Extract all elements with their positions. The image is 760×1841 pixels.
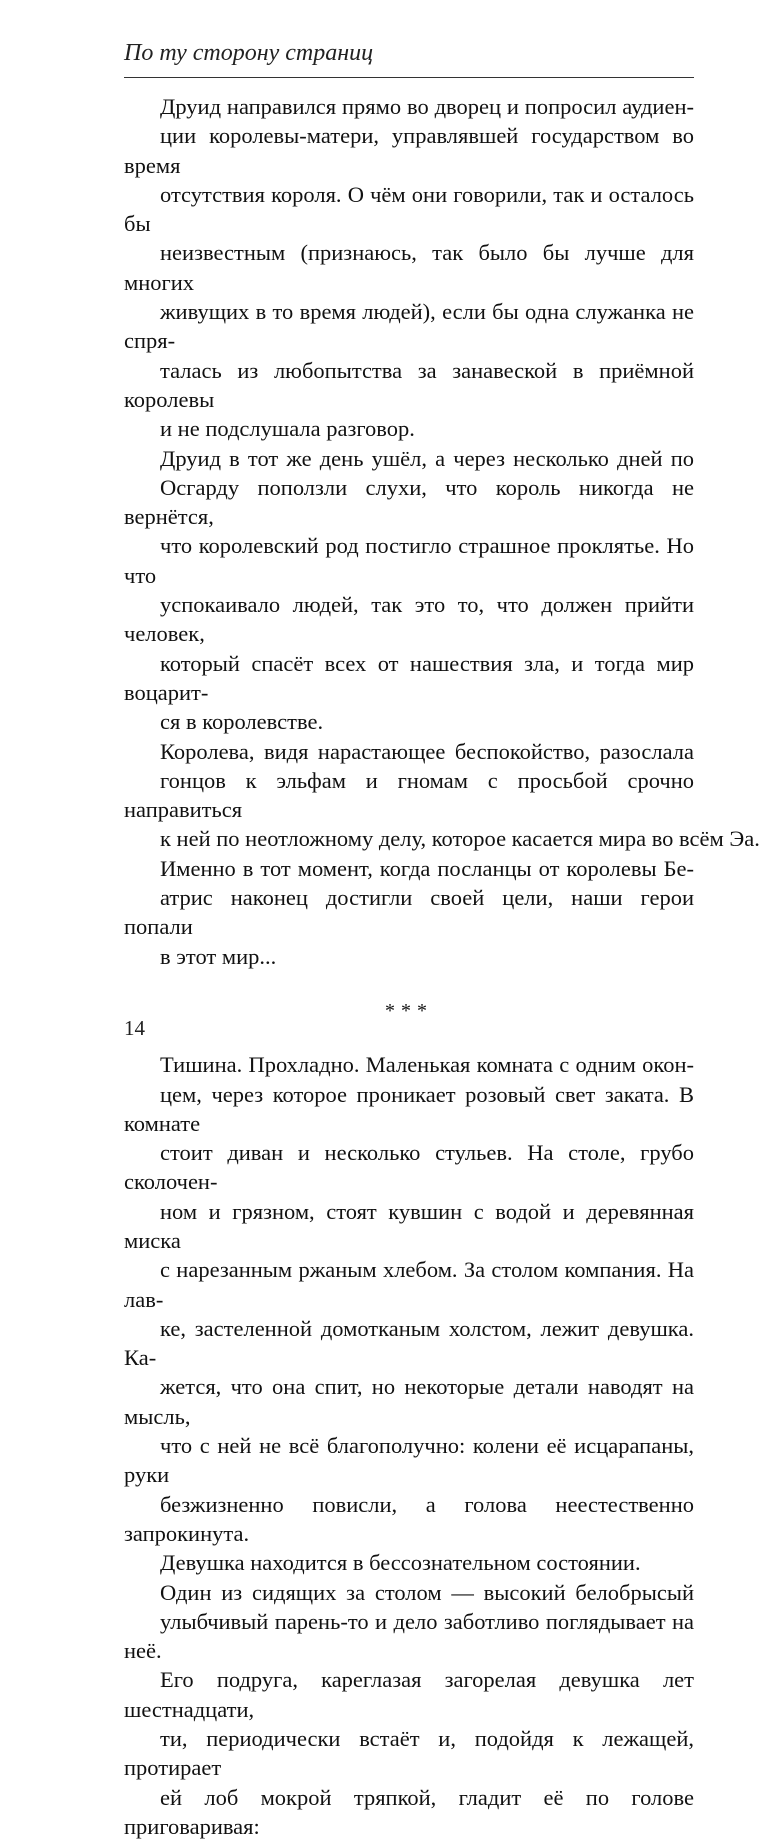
- body-text: [124, 92, 760, 1841]
- paragraph: [124, 92, 694, 444]
- text-line: Друид в тот же день ушёл, а через несколько дней по: [160, 445, 694, 471]
- paragraph: [124, 444, 694, 737]
- text-line: Именно в тот момент, когда посланцы от королевы Бе-: [160, 855, 694, 881]
- text-line: к ней по неотложному делу, которое касается мира во всём Эа.: [160, 826, 760, 852]
- text-line: Девушка находится в бессознательном состоянии.: [160, 1550, 641, 1576]
- text-line: с нарезанным ржаным хлебом. За столом компания. На лав-: [124, 1257, 694, 1312]
- text-line: улыбчивый парень-то и дело заботливо поглядывает на неё.: [124, 1608, 694, 1664]
- paragraph: [124, 1050, 694, 1577]
- page-number: 14: [124, 1016, 145, 1040]
- text-line: и не подслушала разговор.: [160, 416, 415, 442]
- text-block-1: [124, 92, 760, 971]
- paragraph: [124, 1578, 694, 1841]
- text-line: Его подруга, кареглазая загорелая девушка лет шестнадцати,: [124, 1667, 694, 1722]
- text-line: ке, застеленной домотканым холстом, лежит девушка. Ка-: [124, 1315, 694, 1371]
- text-line: Королева, видя нарастающее беспокойство, разослала: [160, 738, 694, 764]
- text-line: жется, что она спит, но некоторые детали наводят на мысль,: [124, 1374, 694, 1429]
- text-line: ей лоб мокрой тряпкой, гладит её по голове приговаривая:: [124, 1784, 694, 1839]
- text-block-2: [124, 1050, 694, 1841]
- text-line: что с ней не всё благополучно: колени её исцарапаны, руки: [124, 1433, 694, 1488]
- text-line: в этот мир...: [160, 943, 277, 969]
- running-head: По ту сторону страниц: [124, 40, 374, 66]
- text-line: живущих в то время людей), если бы одна служанка не спря-: [124, 299, 694, 354]
- text-line: что королевский род постигло страшное проклятье. Но что: [124, 533, 694, 588]
- paragraph: [124, 854, 694, 971]
- text-line: успокаивало людей, так это то, что должен прийти человек,: [124, 592, 694, 647]
- text-line: ти, периодически встаёт и, подойдя к лежащей, протирает: [124, 1726, 694, 1781]
- text-line: цем, через которое проникает розовый свет заката. В комнате: [124, 1081, 694, 1136]
- text-line: Друид направился прямо во дворец и попросил аудиен-: [160, 94, 694, 119]
- text-line: Один из сидящих за столом — высокий белобрысый: [160, 1579, 694, 1605]
- text-line: ном и грязном, стоят кувшин с водой и деревянная миска: [124, 1198, 694, 1253]
- text-line: талась из любопытства за занавеской в приёмной королевы: [124, 357, 694, 412]
- text-line: безжизненно повисли, а голова неестественно запрокинута.: [124, 1491, 694, 1546]
- header-rule: [124, 77, 694, 78]
- paragraph: [124, 737, 760, 854]
- text-line: Осгарду поползли слухи, что король никогда не вернётся,: [124, 474, 694, 530]
- text-line: который спасёт всех от нашествия зла, и тогда мир воцарит-: [124, 650, 694, 705]
- text-line: Тишина. Прохладно. Маленькая комната с одним окон-: [160, 1052, 694, 1078]
- text-line: гонцов к эльфам и гномам с просьбой срочно направиться: [124, 767, 694, 823]
- section-separator: ***: [385, 999, 433, 1022]
- text-line: отсутствия короля. О чём они говорили, так и осталось бы: [124, 181, 694, 237]
- text-line: неизвестным (признаюсь, так было бы лучше для многих: [124, 240, 694, 295]
- text-line: атрис наконец достигли своей цели, наши герои попали: [124, 885, 694, 940]
- text-line: ции королевы-матери, управлявшей государством во время: [124, 123, 694, 178]
- text-line: стоит диван и несколько стульев. На столе, грубо сколочен-: [124, 1140, 694, 1195]
- text-line: ся в королевстве.: [160, 709, 324, 735]
